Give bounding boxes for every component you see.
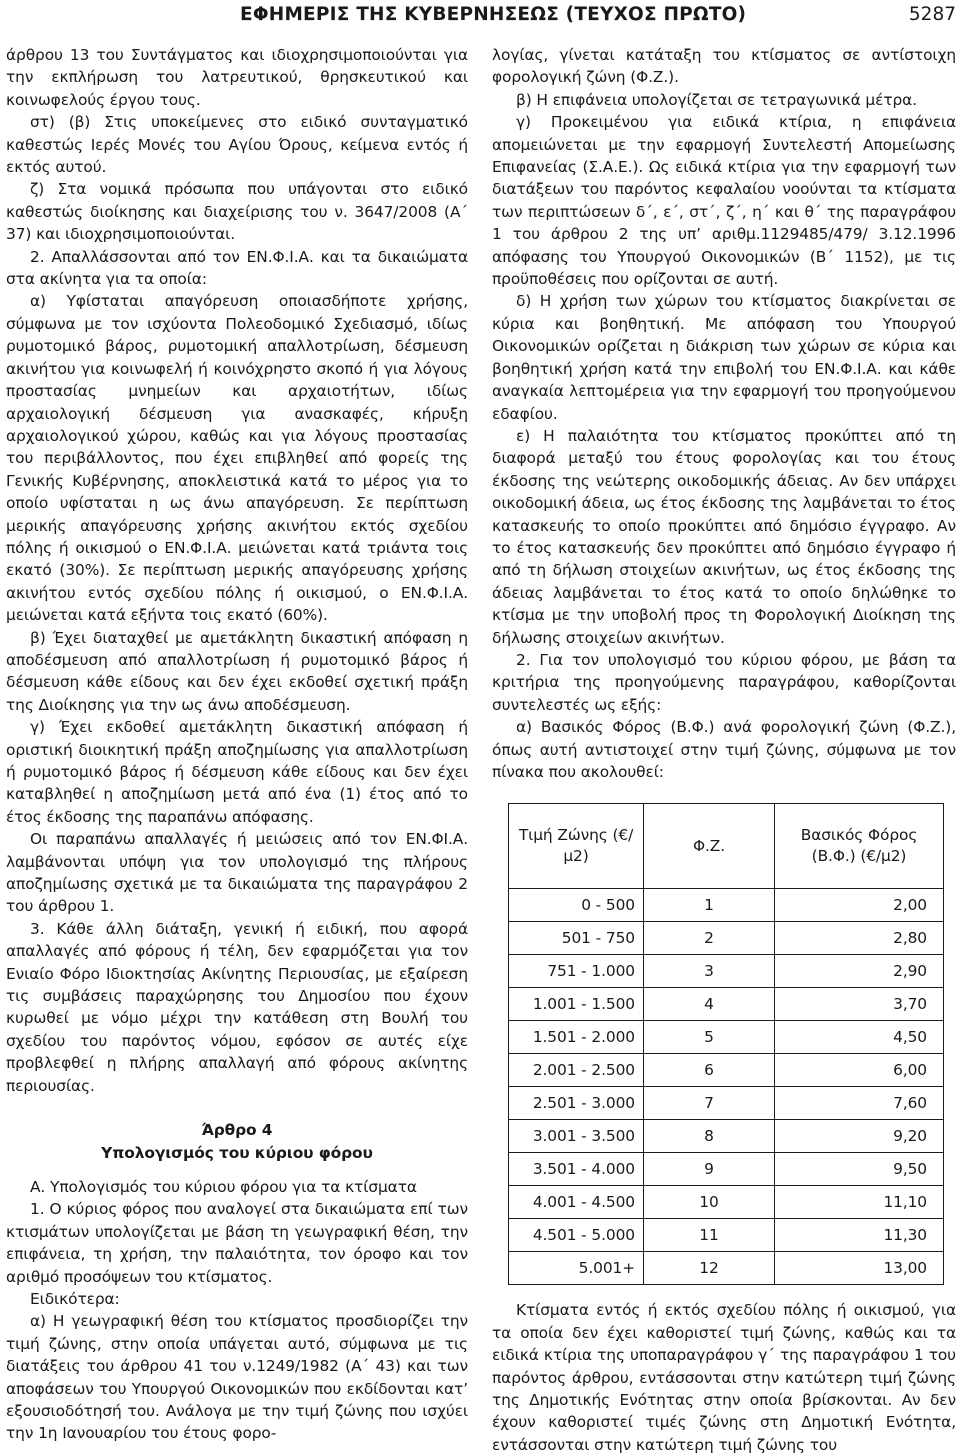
paragraph: 1. Ο κύριος φόρος που αναλογεί στα δικαιώματα επί των κτισμάτων υπολογίζεται με βάση τη γεωγραφική θέση, την επιφάνεια, τη χρήση, την παλαιότητα, τον όροφο και τον αριθμό προσόψεων του κτίσματος. bbox=[6, 1200, 468, 1286]
paragraph: α) Η γεωγραφική θέση του κτίσματος προσδιορίζει την τιμή ζώνης, στην οποία υπάγεται αυτό, σύμφωνα με τις διατάξεις του άρθρου 41 του ν.1249/1982 (Α΄ 43) και των αποφάσεων του Υπουργού Οικονομικών που εκδίδονται κατ’ εξουσιοδότησή του. Ανάλογα με την τιμή ζώνης που ισχύει την 1η Ιανουαρίου του έτους φορο- bbox=[6, 1312, 468, 1443]
tax-zone-cell: 4 bbox=[644, 988, 775, 1021]
tax-zone-cell: 12 bbox=[644, 1252, 775, 1285]
basic-tax-cell: 2,90 bbox=[775, 955, 944, 988]
tax-zone-cell: 8 bbox=[644, 1120, 775, 1153]
table-row bbox=[509, 1054, 944, 1087]
paragraph: Ειδικότερα: bbox=[30, 1289, 120, 1308]
paragraph: γ) Έχει εκδοθεί αμετάκλητη δικαστική απόφαση ή οριστική διοικητική πράξη αποζημίωσης για απαλλοτρίωση ή ρυμοτομικό βάρος ή δέσμευση κάθε είδους και δεν έχει καταβληθεί η αποζημίωση μετά από ένα (1) έτος από το έτος έκδοσης της παραπάνω απόφασης. bbox=[6, 718, 468, 826]
right-column bbox=[492, 44, 956, 1456]
tax-zone-cell: 10 bbox=[644, 1186, 775, 1219]
basic-tax-cell: 9,20 bbox=[775, 1120, 944, 1153]
tax-zone-cell: 3 bbox=[644, 955, 775, 988]
basic-tax-cell: 7,60 bbox=[775, 1087, 944, 1120]
paragraph: ζ) Στα νομικά πρόσωπα που υπάγονται στο ειδικό καθεστώς διοίκησης και διαχείρισης του ν. 3647/2008 (Α΄ 37) και ιδιοχρησιμοποιούνται. bbox=[6, 180, 468, 244]
paragraph: Α. Υπολογισμός του κύριου φόρου για τα κτίσματα bbox=[30, 1177, 417, 1196]
basic-tax-cell: 4,50 bbox=[775, 1021, 944, 1054]
tax-zone-cell: 1 bbox=[644, 889, 775, 922]
paragraph: Κτίσματα εντός ή εκτός σχεδίου πόλης ή οικισμού, για τα οποία δεν έχει καθοριστεί τιμή ζώνης, καθώς και τα ειδικά κτίρια της υποπαραγράφου γ΄ της παραγράφου 1 του παρόντος άρθρου, εντάσσονται στην κατώτερη τιμή ζώνης της Δημοτικής Ενότητας στην οποία βρίσκονται. Αν δεν έχουν καθοριστεί τιμές ζώνης στη Δημοτική Ενότητα, εντάσσονται στην κατώτερη τιμή ζώνης του bbox=[492, 1301, 956, 1454]
paragraph: Οι παραπάνω απαλλαγές ή μειώσεις από τον ΕΝ.ΦΙ.Α. λαμβάνονται υπόψη για τον υπολογισμό της πλήρους αποζημίωσης σχετικά με τα δικαιώματα της παραγράφου 2 του άρθρου 1. bbox=[6, 830, 468, 916]
zone-price-cell: 3.501 - 4.000 bbox=[509, 1153, 644, 1186]
article-number: Άρθρο 4 bbox=[201, 1121, 273, 1140]
table-row bbox=[509, 1021, 944, 1054]
column-header-tax-zone: Φ.Ζ. bbox=[644, 804, 775, 889]
zone-price-cell: 2.501 - 3.000 bbox=[509, 1087, 644, 1120]
zone-price-cell: 1.001 - 1.500 bbox=[509, 988, 644, 1021]
paragraph: α) Βασικός Φόρος (Β.Φ.) ανά φορολογική ζώνη (Φ.Ζ.), όπως αυτή αντιστοιχεί στην τιμή ζώνης, σύμφωνα με τον πίνακα που ακολουθεί: bbox=[492, 718, 956, 781]
page-header bbox=[0, 0, 960, 38]
zone-price-cell: 4.501 - 5.000 bbox=[509, 1219, 644, 1252]
zone-price-cell: 2.001 - 2.500 bbox=[509, 1054, 644, 1087]
paragraph: α) Υφίσταται απαγόρευση οποιασδήποτε χρήσης, σύμφωνα με τον ισχύοντα Πολεοδομικό Σχεδιασμό, ιδίως ρυμοτομικό βάρος, ρυμοτομική απαλλοτρίωση, δέσμευση ακινήτου για κοινωφελή ή κοινόχρηστο σκοπό ή για λόγους προστασίας μνημείων και αρχαιοτήτων, ιδίως αρχαιολογική δέσμευση για ανασκαφές, κήρυξη αρχαιολογικού χώρου, καθώς και για λόγους προστασίας του περιβάλλοντος, που έχει επιβληθεί από φορείς της Γενικής Κυβέρνησης, αποκλειστικά κατά το μέρος για το οποίο υφίσταται η ως άνω απαγόρευση. Σε περίπτωση μερικής απαγόρευσης χρήσης ακινήτου εκτός σχεδίου πόλης ή οικισμού ο ΕΝ.Φ.Ι.Α. μειώνεται κατά τριάντα τοις εκατό (30%). Σε περίπτωση μερικής απαγόρευσης χρήσης ακινήτου εντός σχεδίου πόλης ή οικισμού, ο ΕΝ.Φ.Ι.Α. μειώνεται κατά εξήντα τοις εκατό (60%). bbox=[6, 292, 468, 625]
column-header-basic-tax: Βασικός Φόρος (Β.Φ.) (€/μ2) bbox=[775, 804, 944, 889]
zone-price-cell: 5.001+ bbox=[509, 1252, 644, 1285]
paragraph: 2. Απαλλάσσονται από τον ΕΝ.Φ.Ι.Α. και τα δικαιώματα στα ακίνητα για τα οποία: bbox=[6, 247, 468, 289]
table-row bbox=[509, 988, 944, 1021]
tax-zone-cell: 2 bbox=[644, 922, 775, 955]
paragraph: στ) (β) Στις υποκείμενες στο ειδικό συνταγματικό καθεστώς Ιερές Μονές του Αγίου Όρους, κείμενα εντός ή εκτός αυτού. bbox=[6, 113, 468, 177]
page-number: 5287 bbox=[908, 4, 956, 25]
table-row bbox=[509, 1153, 944, 1186]
paragraph: 2. Για τον υπολογισμό του κύριου φόρου, με βάση τα κριτήρια της προηγούμενης παραγράφου, καθορίζονται συντελεστές ως εξής: bbox=[492, 650, 956, 714]
paragraph: δ) Η χρήση των χώρων του κτίσματος διακρίνεται σε κύρια και βοηθητική. Με απόφαση του Υπουργού Οικονομικών ορίζεται η διάκριση των χώρων σε κύρια και βοηθητική χρήση κατά την επιβολή του ΕΝ.Φ.Ι.Α. και κάθε αναγκαία λεπτομέρεια για την εφαρμογή του προηγούμενου εδαφίου. bbox=[492, 292, 956, 423]
basic-tax-cell: 13,00 bbox=[775, 1252, 944, 1285]
basic-tax-cell: 6,00 bbox=[775, 1054, 944, 1087]
paragraph: β) Έχει διαταχθεί με αμετάκλητη δικαστική απόφαση η αποδέσμευση από απαλλοτρίωση ή ρυμοτομικό βάρος ή δέσμευση κάθε είδους και δεν έχει εκδοθεί σχετική πράξη της Διοίκησης για την ως άνω αποδέσμευση. bbox=[6, 628, 468, 714]
tax-rate-table bbox=[508, 803, 944, 1285]
left-column bbox=[6, 44, 468, 1445]
paragraph: γ) Προκειμένου για ειδικά κτίρια, η επιφάνεια απομειώνεται με την εφαρμογή Συντελεστή Απομείωσης Επιφανείας (Σ.Α.Ε.). Ως ειδικά κτίρια για την εφαρμογή των διατάξεων του παρόντος κεφαλαίου νοούνται τα κτίσματα των περιπτώσεων δ΄, ε΄, στ΄, ζ΄, η΄ και θ΄ της παραγράφου 1 του άρθρου 2 της υπ’ αριθμ.1129485/479/ 3.12.1996 απόφασης του Υπουργού Οικονομικών (Β΄ 1152), με τις προϋποθέσεις που ορίζονται σε αυτή. bbox=[492, 113, 956, 289]
paragraph: λογίας, γίνεται κατάταξη του κτίσματος σε αντίστοιχη φορολογική ζώνη (Φ.Ζ.). bbox=[492, 46, 956, 87]
basic-tax-cell: 3,70 bbox=[775, 988, 944, 1021]
basic-tax-cell: 11,30 bbox=[775, 1219, 944, 1252]
table-row bbox=[509, 955, 944, 988]
zone-price-cell: 501 - 750 bbox=[509, 922, 644, 955]
table-row bbox=[509, 1219, 944, 1252]
tax-zone-cell: 9 bbox=[644, 1153, 775, 1186]
basic-tax-cell: 9,50 bbox=[775, 1153, 944, 1186]
basic-tax-cell: 11,10 bbox=[775, 1186, 944, 1219]
table-row bbox=[509, 1252, 944, 1285]
tax-zone-cell: 11 bbox=[644, 1219, 775, 1252]
column-header-zone-price: Τιμή Ζώνης (€/μ2) bbox=[509, 804, 644, 889]
table-row bbox=[509, 889, 944, 922]
zone-price-cell: 1.501 - 2.000 bbox=[509, 1021, 644, 1054]
paragraph: άρθρου 13 του Συντάγματος και ιδιοχρησιμοποιούνται για την εκπλήρωση του λατρευτικού, θρησκευτικού και κοινωφελούς έργου τους. bbox=[6, 46, 468, 109]
zone-price-cell: 751 - 1.000 bbox=[509, 955, 644, 988]
tax-zone-cell: 6 bbox=[644, 1054, 775, 1087]
table-row bbox=[509, 1120, 944, 1153]
table-header-row bbox=[509, 804, 944, 889]
paragraph: ε) Η παλαιότητα του κτίσματος προκύπτει από τη διαφορά μεταξύ του έτους φορολογίας και του έτους έκδοσης της νεώτερης οικοδομικής άδειας. Αν δεν υπάρχει οικοδομική άδεια, ως έτος έκδοσης της λαμβάνεται το έτος κατασκευής το οποίο προκύπτει από δημόσιο έγγραφο. Αν το έτος κατασκευής δεν προκύπτει από δημόσιο έγγραφο ή από τη δήλωση στοιχείων ακινήτων, ως έτος έκδοσης της άδειας λαμβάνεται το έτος κατά το οποίο δηλώθηκε το κτίσμα με την υποβολή προς τη Φορολογική Διοίκηση της δήλωσης στοιχείων ακινήτων. bbox=[492, 426, 956, 647]
zone-price-cell: 0 - 500 bbox=[509, 889, 644, 922]
basic-tax-cell: 2,80 bbox=[775, 922, 944, 955]
paragraph: β) Η επιφάνεια υπολογίζεται σε τετραγωνικά μέτρα. bbox=[516, 90, 917, 109]
zone-price-cell: 3.001 - 3.500 bbox=[509, 1120, 644, 1153]
table-row bbox=[509, 1087, 944, 1120]
table-row bbox=[509, 1186, 944, 1219]
gazette-title: ΕΦΗΜΕΡΙΣ ΤΗΣ ΚΥΒΕΡΝΗΣΕΩΣ (ΤΕΥΧΟΣ ΠΡΩΤΟ) bbox=[240, 4, 747, 25]
article-title: Υπολογισμός του κύριου φόρου bbox=[101, 1143, 373, 1162]
zone-price-cell: 4.001 - 4.500 bbox=[509, 1186, 644, 1219]
table-row bbox=[509, 922, 944, 955]
tax-zone-cell: 5 bbox=[644, 1021, 775, 1054]
paragraph: 3. Κάθε άλλη διάταξη, γενική ή ειδική, που αφορά απαλλαγές από φόρους ή τέλη, δεν εφαρμόζεται για τον Ενιαίο Φόρο Ιδιοκτησίας Ακίνητης Περιουσίας, με εξαίρεση τις συμβάσεις παραχώρησης του Δημοσίου που έχουν κυρωθεί με νόμο μέχρι την κατάθεση στη Βουλή του σχεδίου του παρόντος νόμου, εφόσον σε αυτές είχε προβλεφθεί η πλήρης απαλλαγή από φόρους ακίνητης περιουσίας. bbox=[6, 919, 468, 1095]
basic-tax-cell: 2,00 bbox=[775, 889, 944, 922]
tax-zone-cell: 7 bbox=[644, 1087, 775, 1120]
table-body bbox=[509, 889, 944, 1285]
